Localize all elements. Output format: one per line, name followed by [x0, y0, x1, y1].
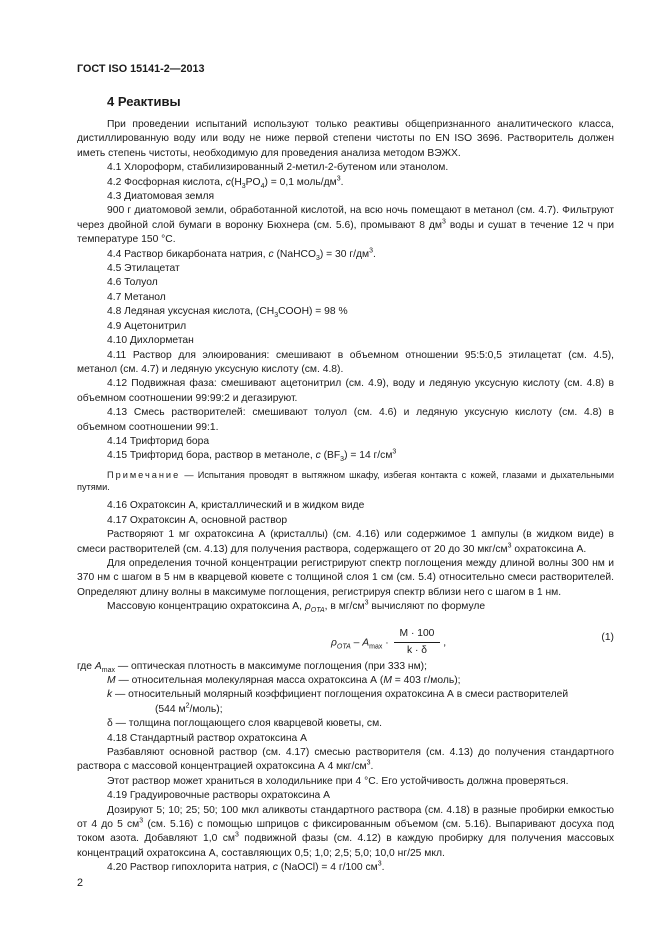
item-4-13: 4.13 Смесь растворителей: смешивают толуол (см. 4.6) и ледяную уксусную кислоту (см. 4.8) в объемном соотношении 99:1.: [77, 407, 614, 433]
formula-definitions: [77, 660, 614, 732]
item-4-18-p2: Этот раствор может храниться в холодильнике при 4 °С. Его устойчивость должна проверяться.: [107, 775, 569, 787]
section-title: 4 Реактивы: [107, 94, 181, 109]
item-4-1: 4.1 Хлороформ, стабилизированный 2-метил-2-бутеном или этанолом.: [107, 162, 449, 174]
document-body: [77, 118, 614, 876]
item-4-4: 4.4 Раствор бикарбоната натрия, c (NaHCO$_3$) = 30 $г/дм^3$.: [107, 247, 376, 262]
item-4-17: 4.17 Охратоксин А, основной раствор: [107, 514, 288, 526]
item-4-5: 4.5 Этилацетат: [107, 263, 180, 275]
formula-denominator: k · δ: [406, 645, 427, 656]
item-4-17-p1: Растворяют 1 мг охратоксина А (кристаллы) (см. 4.16) или содержимое 1 ампулы (в жидком виде) в смеси растворителей (см. 4.13) для получения раствора, содержащего от 20 до 30 мкг/$см^3$ охратоксина А.: [77, 529, 614, 555]
item-4-8: 4.8 Ледяная уксусная кислота, $(CH_3COOH) = 98$ %: [107, 306, 348, 320]
item-4-16: 4.16 Охратоксин А, кристаллический и в жидком виде: [107, 500, 365, 512]
page-number: 2: [77, 877, 84, 889]
item-4-3: 4.3 Диатомовая земля: [107, 191, 215, 203]
item-4-10: 4.10 Дихлорметан: [107, 335, 194, 347]
item-4-20: 4.20 Раствор гипохлорита натрия, c (NaOCl) = 4 г/100 $см^3$.: [107, 860, 385, 874]
item-4-3-text: 900 г диатомовой земли, обработанной кислотой, на всю ночь помещают в метанол (см. 4.7). Фильтруют через двойной слой бумаги в воронку Бюхнера (см. 5.6), промывают 8 $дм^3$ воды и сушат в течение 12 ч при температуре 150 °С.: [77, 205, 614, 246]
item-4-12: 4.12 Подвижная фаза: смешивают ацетонитрил (см. 4.9), воду и ледяную уксусную кислоту (см. 4.8) в объемном соотношении 99:99:2 и дегазируют.: [77, 378, 614, 404]
item-4-17-p3: Массовую концентрацию охратоксина А, $\rho_{OTA}$, в $мг/см^3$ вычисляют по формуле: [107, 599, 486, 615]
item-4-19-p1: Дозируют 5; 10; 25; 50; 100 мкл аликвоты стандартного раствора (см. 4.18) в разные пробирки емкостью от 4 до 5 $см^3$ (см. 5.16) с помощью шприцов с фиксированным объемом (см. 5.16). Выпаривают досуха под током азота. Добавляют 1,0 $см^3$ подвижной фазы (см. 4.12) в каждую пробирку для получения массовых концентраций охратоксина А, составляющих 0,5; 1,0; 2,5; 5,0; 10,0 нг/25 мкл.: [77, 804, 614, 859]
item-4-2: 4.2 Фосфорная кислота, $c(H_3PO_4) = 0,1$ моль/$дм^3$.: [107, 175, 344, 190]
item-4-19: 4.19 Градуировочные растворы охратоксина А: [107, 790, 330, 802]
item-4-6: 4.6 Толуол: [107, 277, 158, 289]
item-4-14: 4.14 Трифторид бора: [107, 435, 210, 447]
formula-numerator: M · 100: [394, 627, 441, 643]
item-4-15: 4.15 Трифторид бора, раствор в метаноле, c $(BF_3) = 14$ $г/см^3$: [107, 448, 397, 464]
item-4-11: 4.11 Раствор для элюирования: смешивают в объемном отношении 95:5:0,5 этилацетат (см. 4.5), метанол (см. 4.7) и ледяную уксусную кислоту (см. 4.8).: [77, 349, 614, 375]
item-4-7: 4.7 Метанол: [107, 291, 166, 303]
def-m: M — относительная молекулярная масса охратоксина А (M = 403 г/моль);: [107, 675, 461, 686]
note-text: — Испытания проводят в вытяжном шкафу, избегая контакта с кожей, глазами и дыхательными путями.: [77, 469, 614, 493]
formula-1: [77, 618, 614, 658]
formula-expression: $\rho_{OTA} - A_{max}$ · $\frac{M \cdot 100}{k \cdot \delta}$ ,: [331, 627, 446, 659]
intro-paragraph: При проведении испытаний используют только реактивы общепризнанного аналитического класса, дистиллированную воду или воду не ниже первой степени чистоты по EN ISO 3696. Растворитель должен иметь степень чистоты, необходимую для проведения анализа методом ВЭЖХ.: [77, 119, 614, 159]
note-label: Примечание: [107, 469, 181, 480]
def-k: k — относительный молярный коэффициент поглощения охратоксина А в смеси растворителей (544 $м^2/моль$);: [107, 689, 569, 715]
document-header: ГОСТ ISO 15141-2—2013: [77, 63, 205, 75]
def-amax: где $A_{max}$ — оптическая плотность в максимуме поглощения (при 333 нм);: [77, 660, 427, 674]
item-4-17-p2: Для определения точной концентрации регистрируют спектр поглощения между длиной волны 300 нм и 370 нм с шагом в 5 нм в кварцевой кювете с толщиной слоя 1 см (см. 5.4) относительно смеси растворителей. Определяют длину волны в максимуме поглощения, регистрируя спектр вблизи него с шагом в 1 нм.: [77, 557, 614, 598]
formula-fraction: [394, 627, 441, 659]
def-delta: δ — толщина поглощающего слоя кварцевой кюветы, см.: [107, 718, 383, 730]
note: [77, 469, 614, 494]
item-4-18: 4.18 Стандартный раствор охратоксина А: [107, 732, 307, 744]
item-4-9: 4.9 Ацетонитрил: [107, 320, 187, 332]
formula-number: (1): [601, 631, 614, 643]
item-4-18-p1: Разбавляют основной раствор (см. 4.17) смесью растворителя (см. 4.13) до получения стандартного раствора с массовой концентрацией охратоксина А 4 мкг/$см^3$.: [77, 747, 614, 773]
